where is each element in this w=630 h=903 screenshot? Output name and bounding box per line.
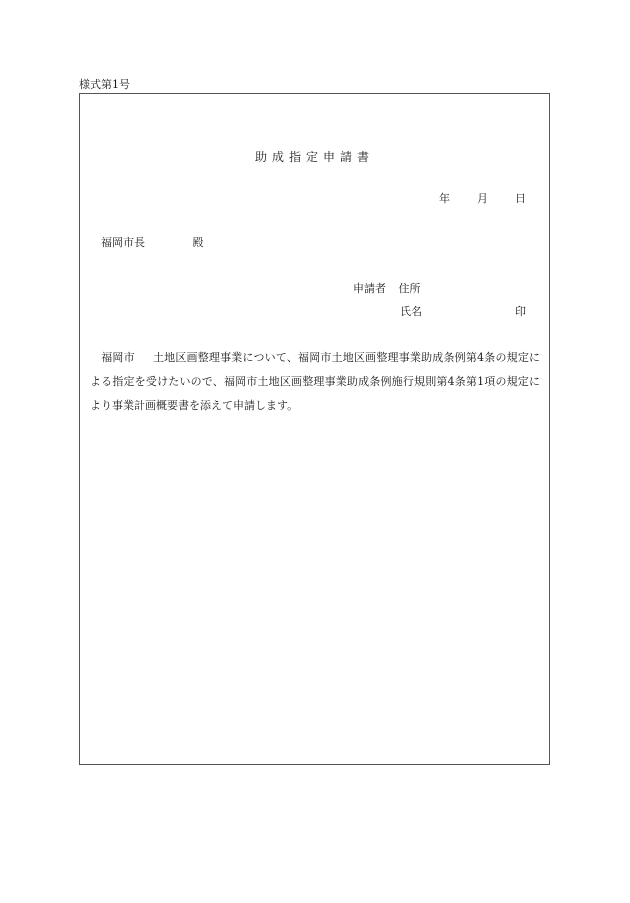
form-number: 様式第1号	[79, 78, 130, 91]
body-indent	[90, 351, 101, 364]
date-month-label: 月	[477, 192, 488, 205]
name-label: 氏名	[400, 305, 422, 318]
body-text: 土地区画整理事業について、福岡市土地区画整理事業助成条例第4条の規定による指定を受けたいので、福岡市土地区画整理事業助成条例施行規則第4条第1項の規定により事業計画概要書を添えて申請します。	[90, 351, 541, 412]
form-frame	[79, 93, 550, 765]
date-day-label: 日	[515, 192, 526, 205]
applicant-name-row	[400, 303, 526, 319]
application-body	[90, 346, 540, 418]
applicant-label: 申請者	[353, 282, 386, 295]
addressee	[101, 234, 204, 250]
document-title: 助成指定申請書	[254, 150, 374, 164]
date-row	[439, 190, 526, 206]
address-label: 住所	[398, 282, 421, 295]
applicant-address-row	[353, 280, 421, 296]
body-city: 福岡市	[101, 351, 135, 364]
seal-mark: 印	[515, 305, 526, 318]
addressee-honorific: 殿	[192, 236, 204, 249]
addressee-name: 福岡市長	[101, 236, 145, 249]
date-year-label: 年	[439, 192, 450, 205]
